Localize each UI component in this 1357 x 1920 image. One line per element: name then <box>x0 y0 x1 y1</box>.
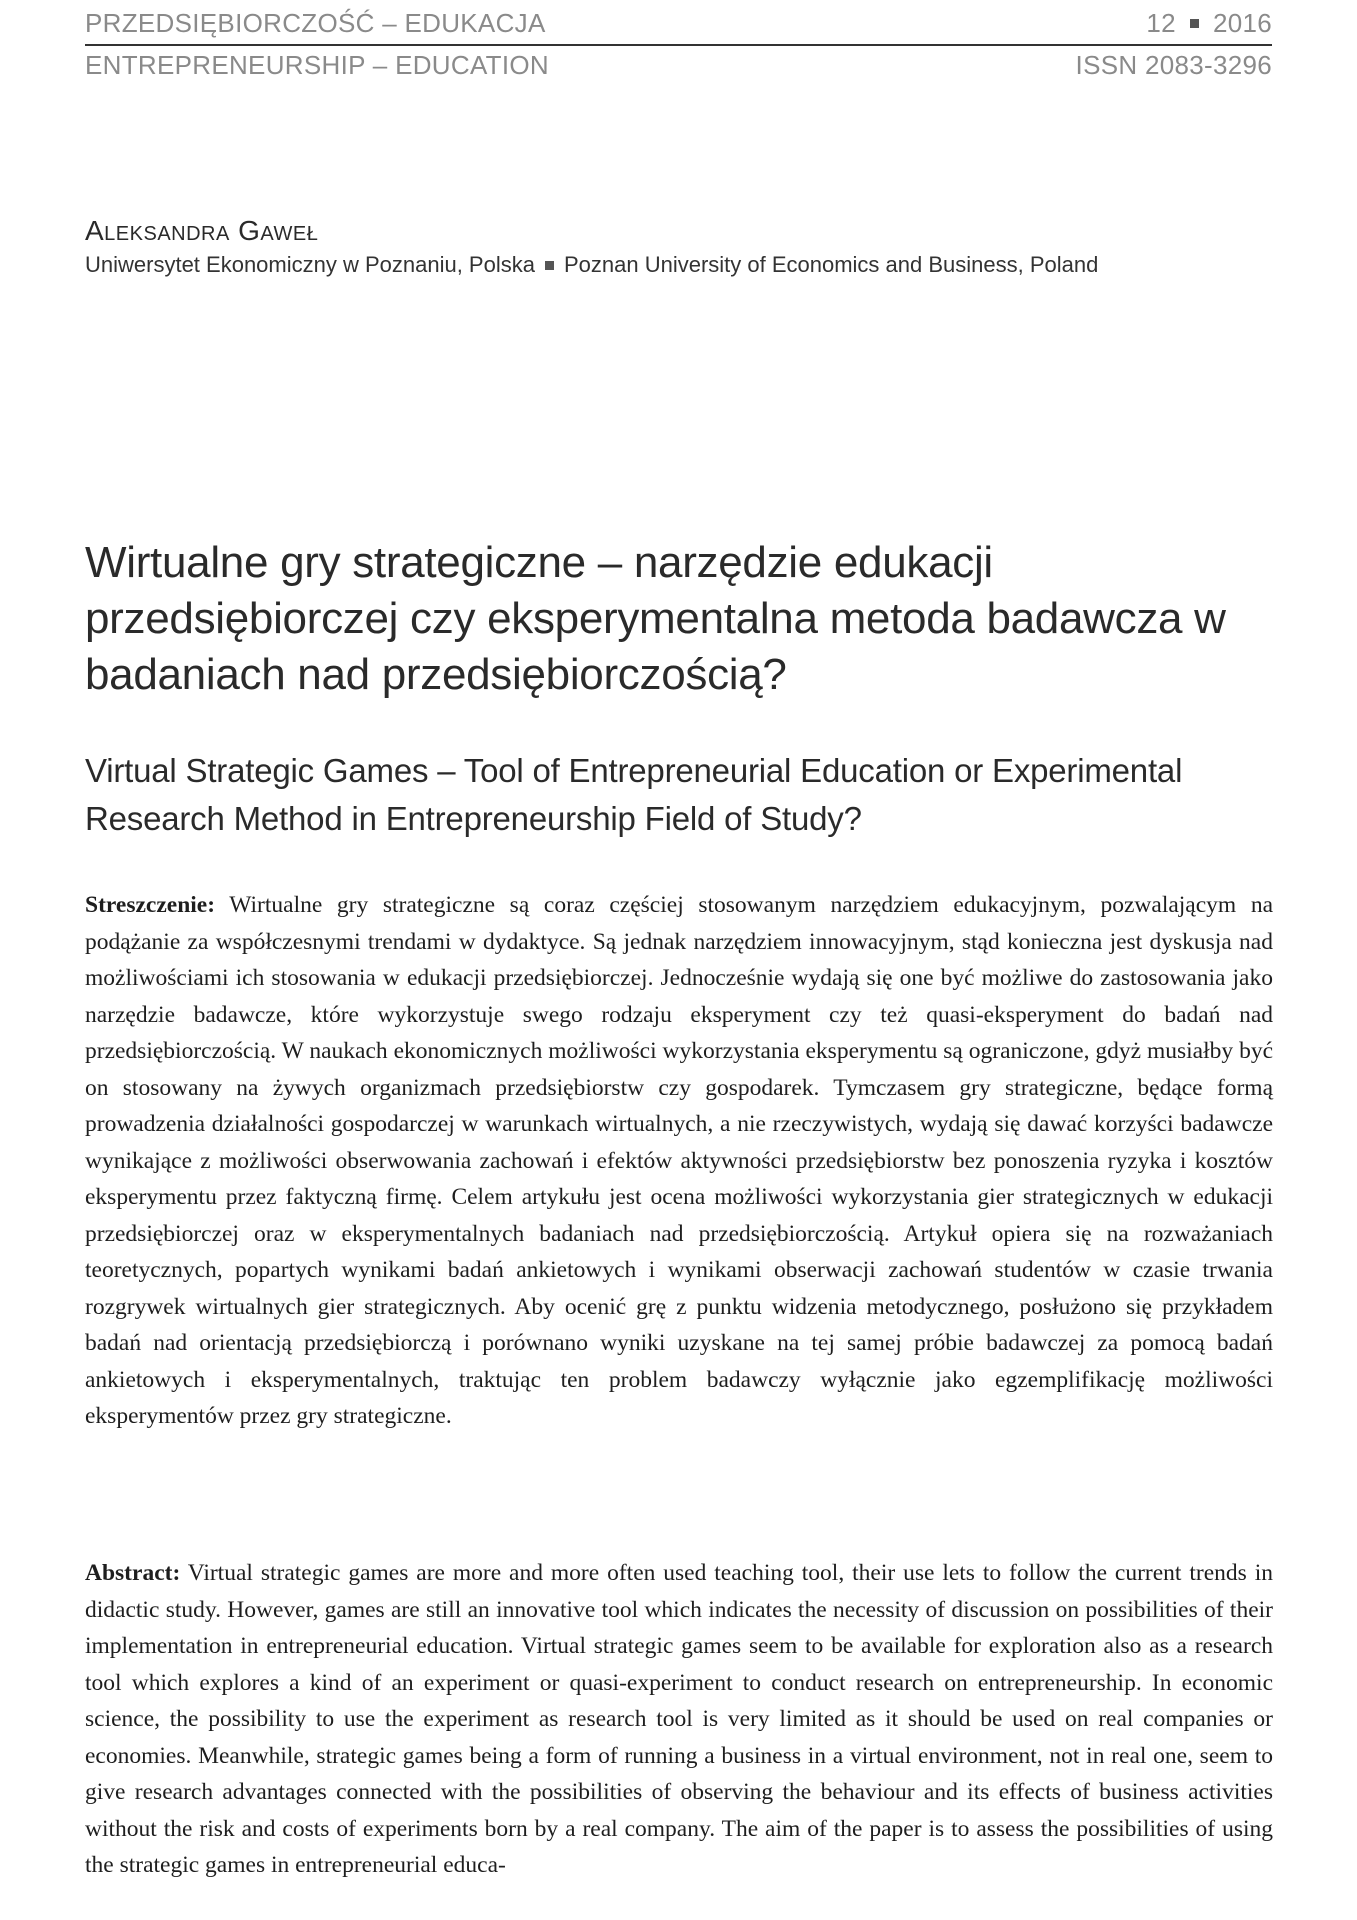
abstract-pl-label: Streszczenie: <box>85 892 216 918</box>
abstract-en-label: Abstract: <box>85 1560 181 1586</box>
issue-info <box>1146 6 1272 40</box>
header-top-row <box>85 6 1272 40</box>
journal-header <box>85 6 1272 96</box>
author-name: Aleksandra Gaweł <box>85 215 319 246</box>
affiliation-en: Poznan University of Economics and Business, Poland <box>563 252 1099 277</box>
square-bullet-icon <box>545 261 554 270</box>
issue-number: 12 <box>1146 8 1176 38</box>
journal-title-pl: PRZEDSIĘBIORCZOŚĆ – EDUKACJA <box>85 8 546 38</box>
article-title-pl: Wirtualne gry strategiczne – narzędzie edukacji przedsiębiorczej czy eksperymentalna metoda badawcza w badaniach nad przedsiębiorczością? <box>85 538 1226 699</box>
abstract-en-text: Virtual strategic games are more and more often used teaching tool, their use lets to follow the current trends in didactic study. However, games are still an innovative tool which indicates the necessity of discussion on possibilities of their implementation in entrepreneurial education. Virtual strategic games seem to be available for exploration also as a research tool which explores a kind of an experiment or quasi-experiment to conduct research on entrepreneurship. In economic science, the possibility to use the experiment as research tool is very limited as it should be used on real companies or economies. Meanwhile, strategic games being a form of running a business in a virtual environment, not in real one, seem to give research advantages connected with the possibilities of observing the behaviour and its effects of business activities without the risk and costs of experiments born by a real company. The aim of the paper is to assess the possibilities of using the strategic games in entrepreneurial educa- <box>85 1560 1273 1878</box>
issue-year: 2016 <box>1212 8 1272 38</box>
header-rule <box>85 44 1272 46</box>
header-bottom-row <box>85 48 1272 82</box>
journal-title-en: ENTREPRENEURSHIP – EDUCATION <box>85 50 549 80</box>
abstract-pl-text: Wirtualne gry strategiczne są coraz częściej stosowanym narzędziem edukacyjnym, pozwalającym na podążanie za współczesnymi trendami w dydaktyce. Są jednak narzędziem innowacyjnym, stąd konieczna jest dyskusja nad możliwościami ich stosowania w edukacji przedsiębiorczej. Jednocześnie wydają się one być możliwe do zastosowania jako narzędzie badawcze, które wykorzystuje swego rodzaju eksperyment czy też quasi-eksperyment do badań nad przedsiębiorczością. W naukach ekonomicznych możliwości wykorzystania eksperymentu są ograniczone, gdyż musiałby być on stosowany na żywych organizmach przedsiębiorstw czy gospodarek. Tymczasem gry strategiczne, będące formą prowadzenia działalności gospodarczej w warunkach wirtualnych, a nie rzeczywistych, wydają się dawać korzyści badawcze wynikające z możliwości obserwowania zachowań i efektów aktywności przedsiębiorstw bez ponoszenia ryzyka i kosztów eksperymentu przez faktyczną firmę. Celem artykułu jest ocena możliwości wykorzystania gier strategicznych w edukacji przedsiębiorczej oraz w eksperymentalnych badaniach nad przedsiębiorczością. Artykuł opiera się na rozważaniach teoretycznych, popartych wynikami badań ankietowych i wynikami obserwacji zachowań studentów w czasie trwania rozgrywek wirtualnych gier strategicznych. Aby ocenić grę z punktu widzenia metodycznego, posłużono się przykładem badań nad orientacją przedsiębiorczą i porównano wyniki uzyskane na tej samej próbie badawczej za pomocą badań ankietowych i eksperymentalnych, traktując ten problem badawczy wyłącznie jako egzemplifikację możliwości eksperymentów przez gry strategiczne. <box>85 892 1273 1429</box>
author-block <box>85 213 1272 281</box>
abstract-en <box>85 1555 1273 1884</box>
article-title-en: Virtual Strategic Games – Tool of Entrepreneurial Education or Experimental Research Method in Entrepreneurship Field of Study? <box>85 752 1183 837</box>
abstract-pl <box>85 887 1273 1435</box>
affiliation-pl: Uniwersytet Ekonomiczny w Poznaniu, Polska <box>85 252 535 277</box>
square-bullet-icon <box>1190 19 1199 28</box>
issn: ISSN 2083-3296 <box>1075 50 1272 80</box>
author-affiliation <box>85 249 1272 281</box>
